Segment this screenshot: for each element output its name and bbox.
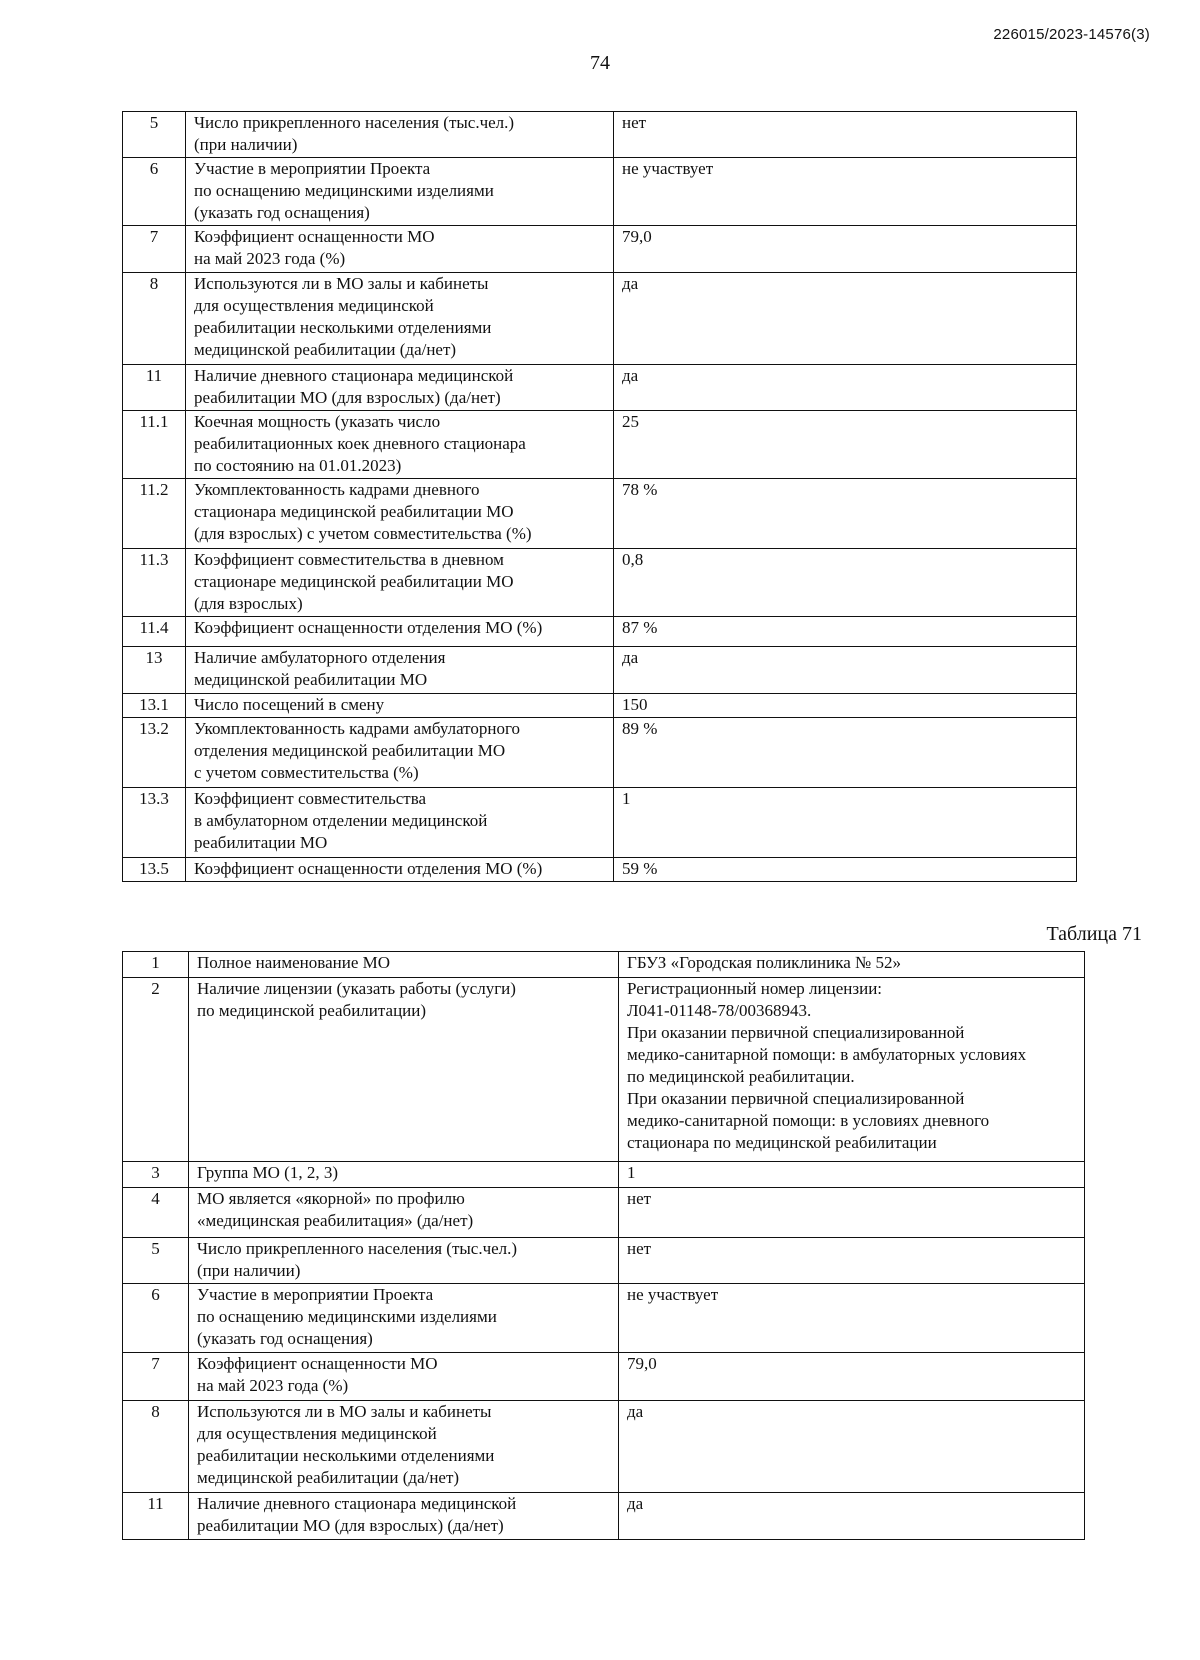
row-label: Коэффициент оснащенности МО на май 2023 года (%)	[189, 1353, 619, 1401]
row-label: Коэффициент оснащенности отделения МО (%)	[186, 858, 614, 882]
row-value: 59 %	[614, 858, 1077, 882]
table-row	[123, 694, 1077, 718]
table-row	[123, 226, 1077, 273]
row-number: 13.1	[123, 694, 186, 718]
row-number: 11	[123, 1493, 189, 1540]
row-number: 5	[123, 1238, 189, 1284]
row-label: Участие в мероприятии Проекта по оснащению медицинскими изделиями (указать год оснащения)	[189, 1284, 619, 1353]
row-value: 1	[619, 1162, 1085, 1188]
row-value: 79,0	[614, 226, 1077, 273]
row-value: да	[614, 273, 1077, 365]
table-row	[123, 978, 1085, 1162]
row-label: Наличие амбулаторного отделения медицинской реабилитации МО	[186, 647, 614, 694]
row-number: 2	[123, 978, 189, 1162]
row-label: Коэффициент оснащенности отделения МО (%)	[186, 617, 614, 647]
table-row	[123, 718, 1077, 788]
table-71	[122, 951, 1085, 1540]
row-label: Наличие дневного стационара медицинской реабилитации МО (для взрослых) (да/нет)	[186, 365, 614, 411]
row-value: не участвует	[614, 158, 1077, 226]
row-value: нет	[619, 1188, 1085, 1238]
row-number: 8	[123, 273, 186, 365]
row-number: 11.2	[123, 479, 186, 549]
table-row	[123, 1353, 1085, 1401]
row-label: Используются ли в МО залы и кабинеты для осуществления медицинской реабилитации несколькими отделениями медицинской реабилитации (да/нет)	[189, 1401, 619, 1493]
table-row	[123, 273, 1077, 365]
table-row	[123, 158, 1077, 226]
row-label: Группа МО (1, 2, 3)	[189, 1162, 619, 1188]
row-value: да	[614, 647, 1077, 694]
table-row	[123, 411, 1077, 479]
table-row	[123, 112, 1077, 158]
row-label: МО является «якорной» по профилю «медицинская реабилитация» (да/нет)	[189, 1188, 619, 1238]
row-label: Полное наименование МО	[189, 952, 619, 978]
row-number: 7	[123, 1353, 189, 1401]
row-number: 13	[123, 647, 186, 694]
row-number: 11	[123, 365, 186, 411]
table-row	[123, 365, 1077, 411]
table-caption: Таблица 71	[1046, 923, 1142, 945]
row-label: Коэффициент совместительства в амбулаторном отделении медицинской реабилитации МО	[186, 788, 614, 858]
table-row	[123, 788, 1077, 858]
row-value: 25	[614, 411, 1077, 479]
table-row	[123, 1238, 1085, 1284]
row-value: 150	[614, 694, 1077, 718]
row-label: Число прикрепленного населения (тыс.чел.) (при наличии)	[189, 1238, 619, 1284]
row-value: да	[614, 365, 1077, 411]
row-value: нет	[614, 112, 1077, 158]
row-label: Укомплектованность кадрами дневного стационара медицинской реабилитации МО (для взрослых) с учетом совместительства (%)	[186, 479, 614, 549]
table-row	[123, 479, 1077, 549]
table-row	[123, 1401, 1085, 1493]
row-number: 5	[123, 112, 186, 158]
row-value: да	[619, 1401, 1085, 1493]
row-number: 3	[123, 1162, 189, 1188]
row-value: не участвует	[619, 1284, 1085, 1353]
row-label: Коечная мощность (указать число реабилитационных коек дневного стационара по состоянию на 01.01.2023)	[186, 411, 614, 479]
table-continued	[122, 111, 1077, 882]
row-label: Участие в мероприятии Проекта по оснащению медицинскими изделиями (указать год оснащения)	[186, 158, 614, 226]
row-number: 6	[123, 1284, 189, 1353]
table-row	[123, 647, 1077, 694]
table-row	[123, 1284, 1085, 1353]
row-number: 4	[123, 1188, 189, 1238]
row-value: нет	[619, 1238, 1085, 1284]
row-number: 8	[123, 1401, 189, 1493]
row-number: 13.5	[123, 858, 186, 882]
table-row	[123, 549, 1077, 617]
row-number: 6	[123, 158, 186, 226]
row-label: Используются ли в МО залы и кабинеты для осуществления медицинской реабилитации несколькими отделениями медицинской реабилитации (да/нет)	[186, 273, 614, 365]
document-id: 226015/2023-14576(3)	[993, 26, 1150, 43]
table-row	[123, 952, 1085, 978]
row-label: Число прикрепленного населения (тыс.чел.) (при наличии)	[186, 112, 614, 158]
row-value: 0,8	[614, 549, 1077, 617]
row-value: 1	[614, 788, 1077, 858]
row-label: Наличие лицензии (указать работы (услуги) по медицинской реабилитации)	[189, 978, 619, 1162]
table-row	[123, 617, 1077, 647]
table-row	[123, 1188, 1085, 1238]
page-number: 74	[590, 52, 610, 74]
table-row	[123, 858, 1077, 882]
row-label: Коэффициент оснащенности МО на май 2023 года (%)	[186, 226, 614, 273]
row-label: Коэффициент совместительства в дневном стационаре медицинской реабилитации МО (для взрослых)	[186, 549, 614, 617]
row-label: Число посещений в смену	[186, 694, 614, 718]
table-row	[123, 1493, 1085, 1540]
row-value: 89 %	[614, 718, 1077, 788]
table-row	[123, 1162, 1085, 1188]
row-number: 11.4	[123, 617, 186, 647]
row-number: 11.3	[123, 549, 186, 617]
row-value: 79,0	[619, 1353, 1085, 1401]
row-number: 1	[123, 952, 189, 978]
row-number: 7	[123, 226, 186, 273]
row-label: Наличие дневного стационара медицинской реабилитации МО (для взрослых) (да/нет)	[189, 1493, 619, 1540]
row-value: Регистрационный номер лицензии: Л041-01148-78/00368943. При оказании первичной специализированной медико-санитарной помощи: в амбулаторных условиях по медицинской реабилитации. При оказании первичной специализированной медико-санитарной помощи: в условиях дневного стационара по медицинской реабилитации	[619, 978, 1085, 1162]
row-value: 87 %	[614, 617, 1077, 647]
row-value: да	[619, 1493, 1085, 1540]
row-number: 13.3	[123, 788, 186, 858]
row-label: Укомплектованность кадрами амбулаторного отделения медицинской реабилитации МО с учетом совместительства (%)	[186, 718, 614, 788]
row-value: 78 %	[614, 479, 1077, 549]
row-value: ГБУЗ «Городская поликлиника № 52»	[619, 952, 1085, 978]
row-number: 13.2	[123, 718, 186, 788]
row-number: 11.1	[123, 411, 186, 479]
